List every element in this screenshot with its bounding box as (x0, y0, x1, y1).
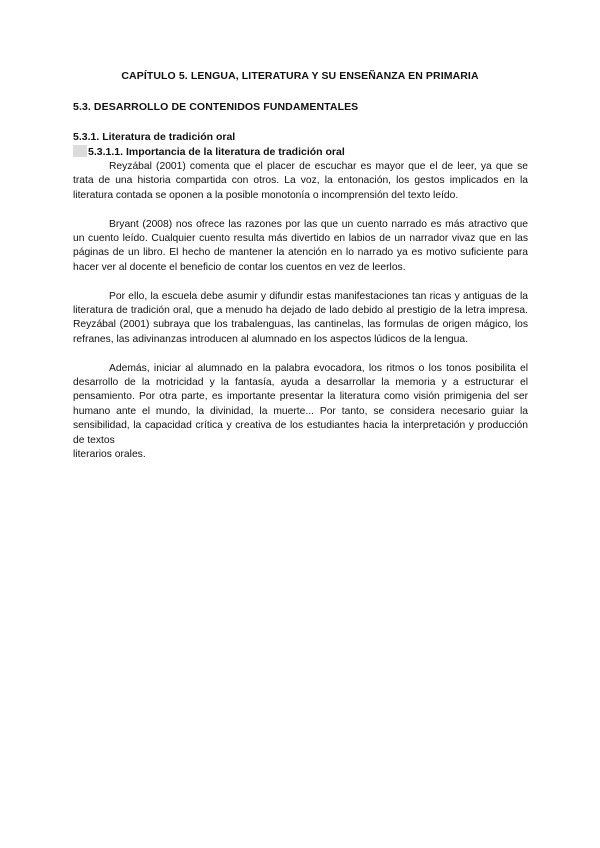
paragraph-tail: literarios orales. (73, 449, 146, 461)
subsubsection-title-text: 5.3.1.1. Importancia de la literatura de tradición oral (88, 146, 345, 158)
paragraph: Bryant (2008) nos ofrece las razones por las que un cuento narrado es más atractivo que un cuento leído. Cualquier cuento resulta más divertido en labios de un narrador vivaz que en las páginas de un libro. El hecho de mantener la atención en lo narrado ya es motivo suficiente para hacer ver al docente el beneficio de contar los cuentos en vez de leerlos. (73, 218, 528, 273)
body-text (73, 160, 528, 462)
subsubsection-title (73, 145, 533, 158)
chapter-title: CAPÍTULO 5. LENGUA, LITERATURA Y SU ENSEÑANZA EN PRIMARIA (121, 70, 479, 82)
section-title: 5.3. DESARROLLO DE CONTENIDOS FUNDAMENTALES (73, 101, 359, 113)
subsection-title: 5.3.1. Literatura de tradición oral (73, 131, 236, 143)
paragraph: Además, iniciar al alumnado en la palabra evocadora, los ritmos o los tonos posibilita el desarrollo de la motricidad y la fantasía, ayuda a desarrollar la memoria y a estructurar el pensamiento. Por otra parte, es importante presentar la literatura como visión primigenia del ser humano ante el mundo, la divinidad, la muerte... Por tanto, se considera necesario guiar la sensibilidad, la capacidad crítica y creativa de los estudiantes hacia la interpretación y producción de textos (73, 362, 528, 446)
highlight-marker (73, 145, 87, 157)
paragraph: Por ello, la escuela debe asumir y difundir estas manifestaciones tan ricas y antiguas de la literatura de tradición oral, que a menudo ha dejado de lado debido al prestigio de la letra impresa. Reyzábal (2001) subraya que los trabalenguas, las cantinelas, las formulas de origen mágico, los refranes, las adivinanzas introducen al alumnado en los aspectos lúdicos de la lengua. (73, 290, 528, 345)
paragraph: Reyzábal (2001) comenta que el placer de escuchar es mayor que el de leer, ya que se trata de una historia compartida con otros. La voz, la entonación, los gestos implicados en la literatura contada se oponen a la posible monotonía o incomprensión del texto leído. (73, 161, 528, 201)
